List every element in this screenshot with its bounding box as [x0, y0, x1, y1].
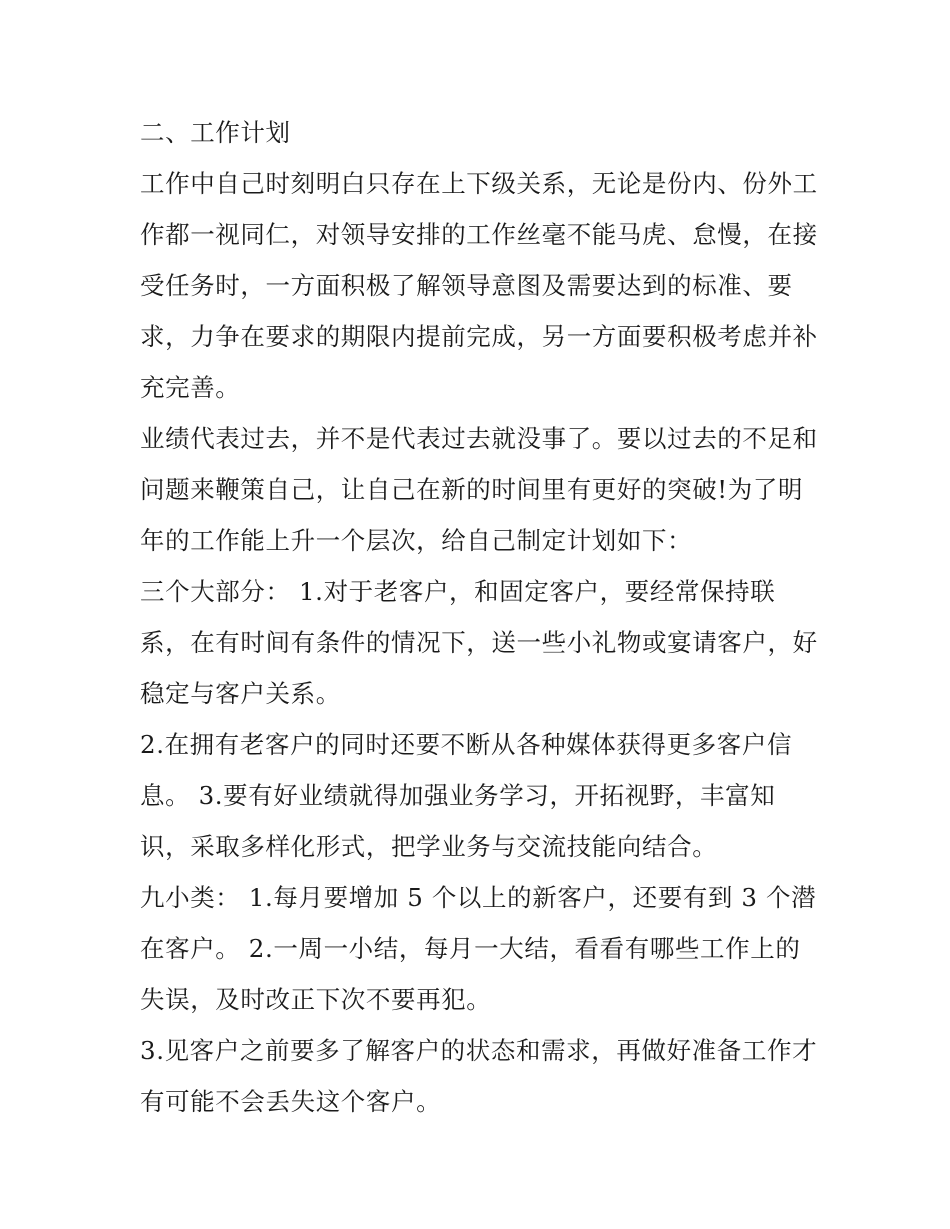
section-heading: 二、工作计划: [140, 118, 291, 147]
paragraph-minor-item-3: 3.见客户之前要多了解客户的状态和需求，再做好准备工作才有可能不会丢失这个客户。: [140, 1036, 818, 1116]
paragraph-major-part-1: 三个大部分： 1.对于老客户，和固定客户，要经常保持联系，在有时间有条件的情况下，送一些小礼物或宴请客户，好稳定与客户关系。: [140, 577, 818, 708]
paragraph-minor-items-1-2: 九小类： 1.每月要增加 5 个以上的新客户，还要有到 3 个潜在客户。 2.一周一小结，每月一大结，看看有哪些工作上的失误，及时改正下次不要再犯。: [140, 883, 817, 1014]
document-body: [140, 107, 820, 1127]
paragraph-work-attitude: 工作中自己时刻明白只存在上下级关系，无论是份内、份外工作都一视同仁，对领导安排的工作丝毫不能马虎、怠慢，在接受任务时，一方面积极了解领导意图及需要达到的标准、要求，力争在要求的期限内提前完成，另一方面要积极考虑并补充完善。: [140, 169, 818, 402]
paragraph-performance-review: 业绩代表过去，并不是代表过去就没事了。要以过去的不足和问题来鞭策自己，让自己在新的时间里有更好的突破!为了明年的工作能上升一个层次，给自己制定计划如下：: [140, 424, 818, 555]
paragraph-major-part-2-3: 2.在拥有老客户的同时还要不断从各种媒体获得更多客户信息。 3.要有好业绩就得加强业务学习，开拓视野，丰富知识，采取多样化形式，把学业务与交流技能向结合。: [140, 730, 793, 861]
